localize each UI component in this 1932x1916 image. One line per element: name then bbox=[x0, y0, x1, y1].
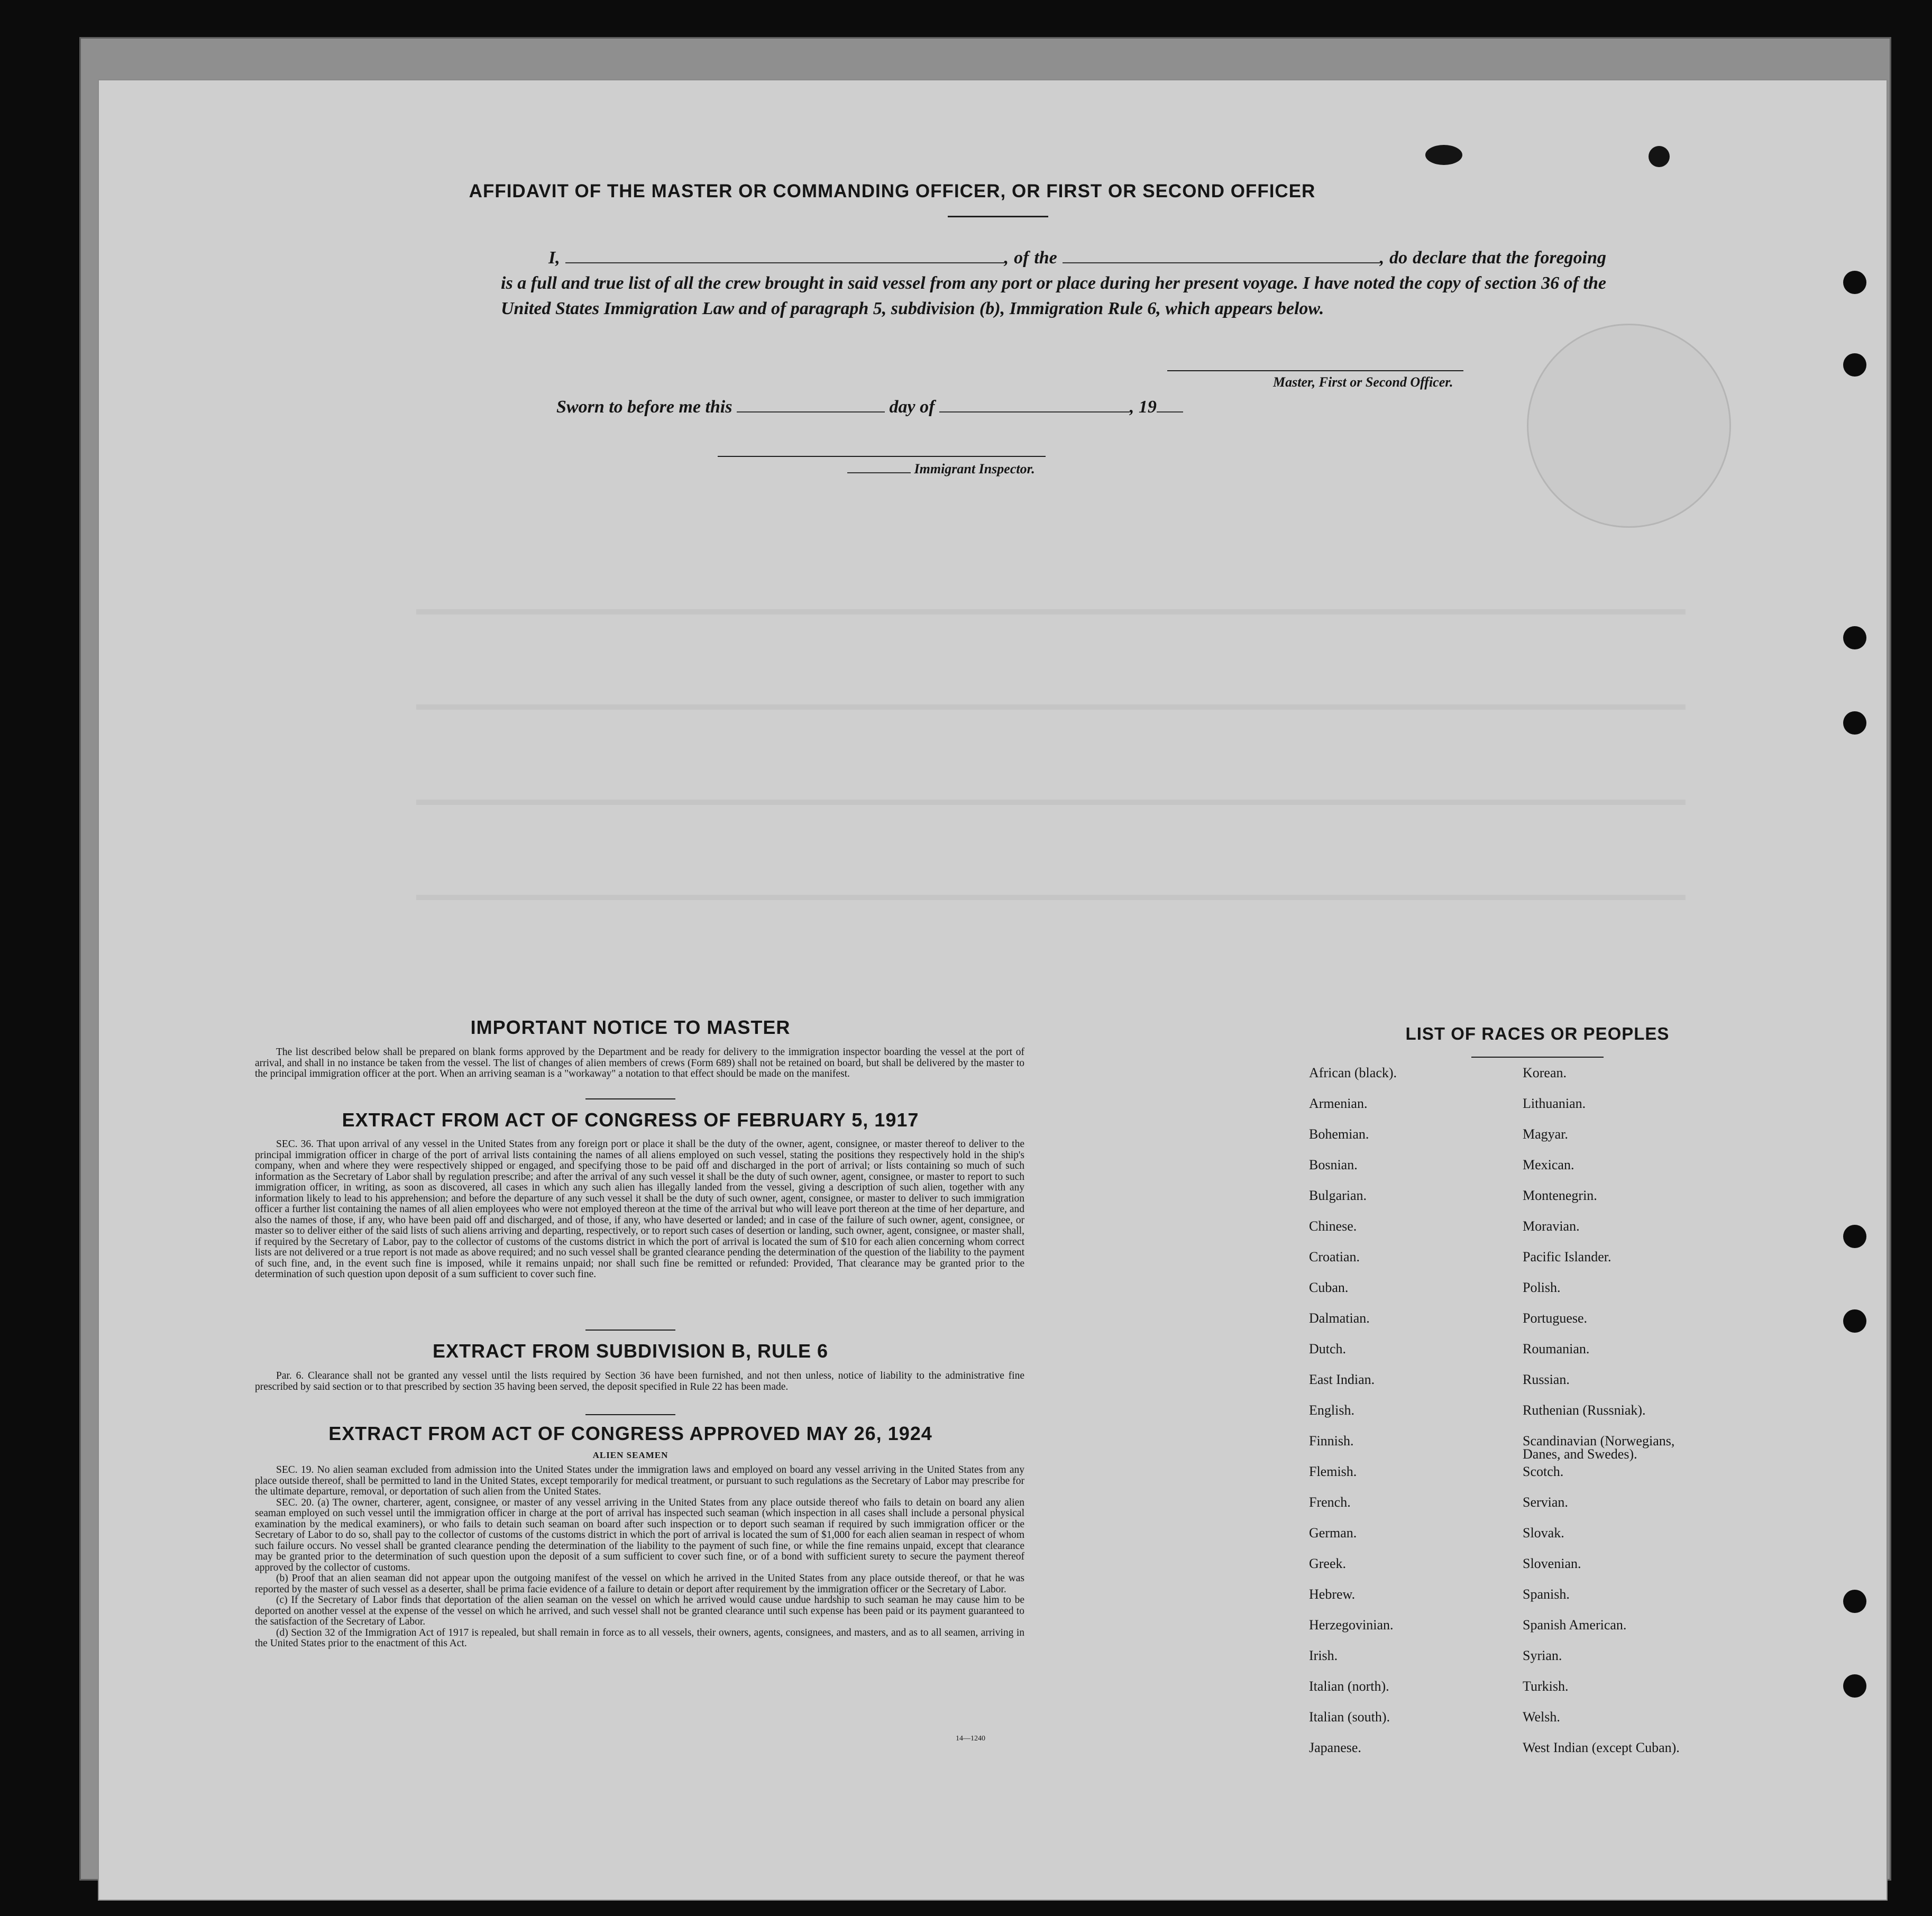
affidavit-declare: , do declare bbox=[1379, 248, 1467, 268]
race-item: Slovenian. bbox=[1523, 1556, 1581, 1571]
vessel-name-blank[interactable] bbox=[1063, 246, 1380, 263]
rule6-title: EXTRACT FROM SUBDIVISION B, RULE 6 bbox=[432, 1340, 829, 1362]
race-item: Greek. bbox=[1309, 1556, 1347, 1571]
faded-seal bbox=[1527, 324, 1731, 528]
sworn-month-blank[interactable] bbox=[939, 396, 1130, 412]
manifest-page bbox=[98, 79, 1888, 1901]
binder-hole bbox=[1843, 1590, 1866, 1613]
officer-name-blank[interactable] bbox=[565, 246, 1004, 263]
bleed-line bbox=[416, 609, 1686, 615]
race-item: Moravian. bbox=[1523, 1218, 1580, 1234]
divider bbox=[585, 1098, 675, 1099]
notice-title: IMPORTANT NOTICE TO MASTER bbox=[470, 1016, 791, 1038]
race-item: Irish. bbox=[1309, 1648, 1338, 1663]
race-item: Polish. bbox=[1523, 1280, 1561, 1295]
binder-hole bbox=[1843, 1674, 1866, 1698]
race-item: German. bbox=[1309, 1525, 1357, 1541]
master-signature-line[interactable] bbox=[1167, 370, 1463, 371]
inspector-label: Immigrant Inspector. bbox=[914, 461, 1035, 476]
race-item: Chinese. bbox=[1309, 1218, 1357, 1234]
race-item: Bosnian. bbox=[1309, 1157, 1358, 1172]
divider bbox=[585, 1414, 675, 1415]
affidavit-of-the: , of the bbox=[1004, 248, 1057, 268]
race-item: Italian (south). bbox=[1309, 1709, 1390, 1725]
race-item: Lithuanian. bbox=[1523, 1096, 1586, 1111]
affidavit-title: AFFIDAVIT OF THE MASTER OR COMMANDING OFFICER, OR FIRST OR SECOND OFFICER bbox=[469, 181, 1316, 201]
race-item: Ruthenian (Russniak). bbox=[1523, 1402, 1646, 1418]
rule6-text: Par. 6. Clearance shall not be granted any vessel until the lists required by Section 36 have been furnished, and not then unless, notice of liability to the administrative fine prescribed by said section or to that prescribed by section 35 having been served, the deposit specified in Rule 22 has been made. bbox=[255, 1370, 1024, 1392]
race-item: Japanese. bbox=[1309, 1740, 1361, 1755]
race-item: Portuguese. bbox=[1523, 1310, 1588, 1326]
divider bbox=[585, 1330, 675, 1331]
sec-20d-paragraph: (d) Section 32 of the Immigration Act of 1917 is repealed, but shall remain in force as to all vessels, their owners, agents, consignees, and masters, and as to all seamen, arriving in the United States prior to the enactment of this Act. bbox=[255, 1627, 1024, 1649]
race-item: Scandinavian (Norwegians, bbox=[1523, 1433, 1675, 1449]
sworn-line bbox=[556, 396, 1183, 417]
sworn-day-blank[interactable] bbox=[737, 396, 885, 412]
race-item: East Indian. bbox=[1309, 1372, 1375, 1387]
race-item: Cuban. bbox=[1309, 1280, 1349, 1295]
inspector-signature-line[interactable] bbox=[718, 456, 1046, 457]
bleed-line bbox=[416, 704, 1686, 710]
title-rule bbox=[948, 216, 1048, 217]
affidavit-i: I, bbox=[548, 248, 560, 268]
race-item: Mexican. bbox=[1523, 1157, 1574, 1172]
race-item: Pacific Islander. bbox=[1523, 1249, 1611, 1264]
binder-hole bbox=[1843, 1225, 1866, 1248]
bleed-line bbox=[416, 895, 1686, 900]
sworn-year-blank[interactable] bbox=[1157, 396, 1183, 412]
race-item: Armenian. bbox=[1309, 1096, 1368, 1111]
races-title-rule bbox=[1471, 1057, 1604, 1058]
binder-hole bbox=[1843, 353, 1866, 377]
sec-19-paragraph: SEC. 19. No alien seaman excluded from admission into the United States under the immigration laws and employed on board any vessel arriving in the United States from any place outside thereof, shall be permitted to land in the United States, except temporarily for medical treatment, or pursuant to such regulations as the Secretary of Labor may prescribe for the ultimate departure, removal, or deportation of such alien from the United States. bbox=[255, 1464, 1024, 1497]
race-item: Russian. bbox=[1523, 1372, 1570, 1387]
inspector-blank[interactable] bbox=[847, 463, 911, 473]
extract-1924-subtitle: ALIEN SEAMEN bbox=[592, 1450, 669, 1460]
sec-20a-paragraph: SEC. 20. (a) The owner, charterer, agent, consignee, or master of any vessel arriving in the United States from any place outside thereof who fails to detain on board any alien seaman employed on such vessel until the immigration officer in charge at the port of arrival has inspected such seaman (which inspection in all cases shall include a personal physical examination by the medical examiners), or who fails to detain such seaman on board after such inspection or to deport such seaman if required by such immigration officer or the Secretary of Labor to do so, shall pay to the collector of customs of the customs district in which the port of arrival is located the sum of $1,000 for each alien seaman in respect of whom such failure occurs. No vessel shall be granted clearance pending the determination of the liability to the payment of such fine, or while the fine remains unpaid, except that clearance may be granted prior to the determination of such question upon the deposit of a sum sufficient to cover such fine, or of a bond with sufficient surety to secure the payment thereof approved by the collector of customs. bbox=[255, 1497, 1024, 1573]
race-item: Dutch. bbox=[1309, 1341, 1347, 1356]
race-item: Flemish. bbox=[1309, 1464, 1357, 1479]
extract-1924-text bbox=[255, 1465, 1024, 1649]
race-item: Spanish American. bbox=[1523, 1617, 1627, 1633]
ink-blot bbox=[1649, 146, 1670, 167]
race-item: West Indian (except Cuban). bbox=[1523, 1740, 1680, 1755]
race-item: Servian. bbox=[1523, 1495, 1568, 1510]
race-item: Dalmatian. bbox=[1309, 1310, 1370, 1326]
race-item: African (black). bbox=[1309, 1065, 1397, 1080]
binder-hole bbox=[1843, 711, 1866, 735]
extract-1917-text: SEC. 36. That upon arrival of any vessel in the United States from any foreign port or place it shall be the duty of the owner, agent, consignee, or master thereof to deliver to the principal immigration officer in charge of the port of arrival lists containing the names of all aliens employed on such vessel, stating the positions they respectively hold in the ship's company, when and where they were respectively shipped or engaged, and specifying those to be paid off and discharged in the port of arrival; or lists containing so much of such information as the Secretary of Labor shall by regulation prescribe; and after the arrival of any such vessel it shall be the duty of such owner, agent, consignee, or master to report to such immigration officer, in writing, as soon as discovered, all cases in which any such alien has illegally landed from the vessel, giving a description of such alien, together with any information likely to lead to his apprehension; and before the departure of any such vessel it shall be the duty of such owner, agent, consignee, or master to deliver to such immigration officer a further list containing the names of all alien employees who were not employed thereon at the time of the arrival but who will leave port thereon at the time of her departure, and also the names of those, if any, who have been paid off and discharged, and of those, if any, who have deserted or landed; and in case of the failure of such owner, agent, consignee, or master so to deliver either of the said lists of such aliens arriving and departing, respectively, or to report such cases of desertion or landing, such owner, agent, consignee, or master shall, if required by the Secretary of Labor, pay to the collector of customs of the customs district in which the port of arrival is located the sum of $10 for each alien concerning whom correct lists are not delivered or a true report is not made as above required; and no such vessel shall be granted clearance pending the determination of the question of the liability to the payment of such fine, and, in the event such fine is imposed, while it remains unpaid; nor shall such fine be remitted or refunded: Provided, That clearance may be granted prior to the determination of such question upon deposit of a sum sufficient to cover such fine. bbox=[255, 1139, 1024, 1280]
race-item: Slovak. bbox=[1523, 1525, 1564, 1541]
notice-text: The list described below shall be prepared on blank forms approved by the Department and be ready for delivery to the immigration inspector boarding the vessel at the port of arrival, and shall in no instance be taken from the vessel. The list of changes of alien members of crews (Form 689) shall not be retained on board, but shall be delivered by the master to the principal immigration officer at the port. When an arriving seaman is a "workaway" a notation to that effect should be made on the manifest. bbox=[255, 1047, 1024, 1079]
sworn-prefix: Sworn to before me this bbox=[556, 397, 732, 417]
race-item: Spanish. bbox=[1523, 1587, 1570, 1602]
race-item: French. bbox=[1309, 1495, 1351, 1510]
race-item: Welsh. bbox=[1523, 1709, 1560, 1725]
race-item: Italian (north). bbox=[1309, 1679, 1389, 1694]
ink-blot bbox=[1425, 145, 1462, 165]
master-label: Master, First or Second Officer. bbox=[1273, 374, 1453, 390]
race-item: Croatian. bbox=[1309, 1249, 1360, 1264]
race-item: English. bbox=[1309, 1402, 1354, 1418]
race-item: Scotch. bbox=[1523, 1464, 1564, 1479]
race-item: Finnish. bbox=[1309, 1433, 1354, 1449]
binder-hole bbox=[1843, 626, 1866, 649]
race-item: Bohemian. bbox=[1309, 1126, 1369, 1142]
form-number: 14—1240 bbox=[956, 1735, 985, 1743]
races-title: LIST OF RACES OR PEOPLES bbox=[1405, 1024, 1670, 1043]
sec-20c-paragraph: (c) If the Secretary of Labor finds that deportation of the alien seaman on the vessel on which he arrived would cause undue hardship to such seaman he may cause him to be deported on another vessel at the expense of the vessel on which he arrived, and such vessel shall not be granted clearance until such expense has been paid or its payment guaranteed to the satisfaction of the Secretary of Labor. bbox=[255, 1594, 1024, 1627]
race-item: Hebrew. bbox=[1309, 1587, 1356, 1602]
sworn-day-of: day of bbox=[889, 397, 935, 417]
sworn-year: , 19 bbox=[1129, 397, 1157, 417]
binder-hole bbox=[1843, 271, 1866, 294]
race-item: Magyar. bbox=[1523, 1126, 1568, 1142]
race-item: Montenegrin. bbox=[1523, 1188, 1597, 1203]
race-item: Korean. bbox=[1523, 1065, 1567, 1080]
bleed-line bbox=[416, 800, 1686, 805]
race-item: Roumanian. bbox=[1523, 1341, 1590, 1356]
extract-1917-title: EXTRACT FROM ACT OF CONGRESS OF FEBRUARY 5, 1917 bbox=[342, 1109, 919, 1131]
race-item: Syrian. bbox=[1523, 1648, 1562, 1663]
race-item: Bulgarian. bbox=[1309, 1188, 1367, 1203]
binder-hole bbox=[1843, 1309, 1866, 1333]
extract-1924-title: EXTRACT FROM ACT OF CONGRESS APPROVED MAY 26, 1924 bbox=[328, 1423, 932, 1444]
inspector-line bbox=[847, 461, 1035, 477]
sec-20b-paragraph: (b) Proof that an alien seaman did not appear upon the outgoing manifest of the vessel on which he arrived in the United States from any place outside thereof, or that he was reported by the master of such vessel as a deserter, shall be prima facie evidence of a failure to detain or deport after requirement by the immigration officer or the Secretary of Labor. bbox=[255, 1573, 1024, 1595]
race-item-continuation: Danes, and Swedes). bbox=[1523, 1446, 1637, 1462]
race-item: Turkish. bbox=[1523, 1679, 1569, 1694]
affidavit-body: that the foregoing is a full and true list of all the crew brought in said vessel from any port or place during her present voyage. I have noted the copy of section 36 of the United States Immigration Law and of paragraph 5, subdivision (b), Immigration Rule 6, which appears below. bbox=[501, 248, 1606, 318]
affidavit-text bbox=[501, 245, 1606, 322]
race-item: Herzegovinian. bbox=[1309, 1617, 1394, 1633]
